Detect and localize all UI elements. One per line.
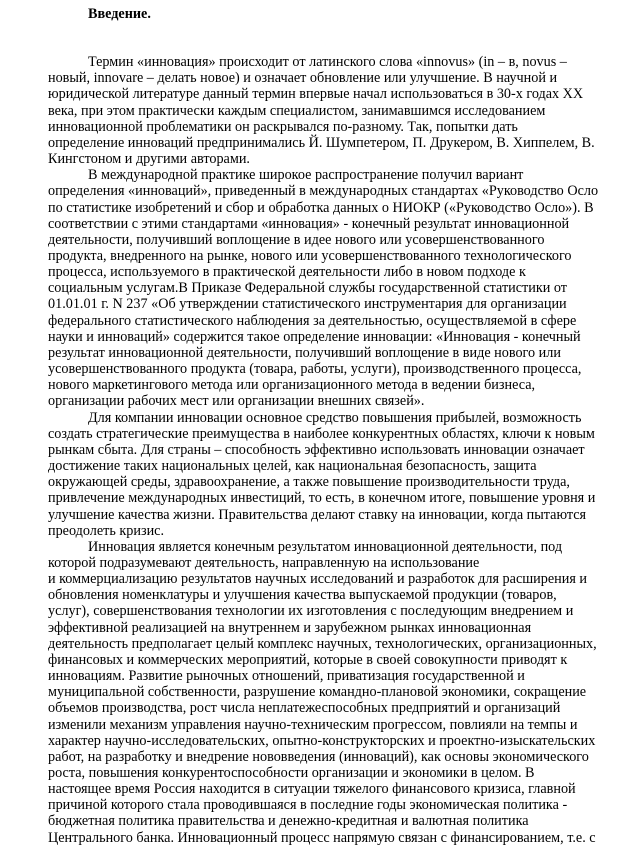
text-line: эффективной реализацией на внутреннем и зарубежном рынках инновационная xyxy=(48,619,532,636)
text-line: объемов производства, рост числа неплатежеспособных предприятий и организаций xyxy=(48,700,561,717)
page-title: Введение. xyxy=(88,6,151,22)
text-line: характер научно-исследовательских, опытно-конструкторских и проектно-изыскательских xyxy=(48,732,596,749)
text-line: Кингстоном и другими авторами. xyxy=(48,151,250,168)
paragraph-1 xyxy=(48,54,608,167)
text-line: Инновация является конечным результатом инновационной деятельности, под xyxy=(88,538,563,555)
text-line: бюджетная политика правительства и денежно-кредитная и валютная политика xyxy=(48,813,529,830)
text-line: века, при этом практически каждым специалистом, занимавшимся исследованием xyxy=(48,102,546,119)
text-line: деятельность предполагает целый комплекс научных, технологических, организационных, xyxy=(48,635,597,652)
text-line: окружающей среды, здравоохранение, а также повышение производительности труда, xyxy=(48,474,570,491)
text-line: инновационной проблематики он раскрывался по-разному. Так, попытки дать xyxy=(48,118,518,135)
text-line: настоящее время Россия находится в ситуации тяжелого финансового кризиса, главной xyxy=(48,781,576,798)
text-line: процесса, используемого в практической деятельности либо в новом подходе к xyxy=(48,264,526,281)
text-line: изменили механизм управления научно-техническим прогрессом, повлияли на темпы и xyxy=(48,716,578,733)
text-line: Центрального банка. Инновационный процесс напрямую связан с финансированием, т.е. с xyxy=(48,829,596,846)
text-line: Для компании инновации основное средство повышения прибылей, возможность xyxy=(88,409,582,426)
text-line: по статистике изобретений и сбор и обработка данных о НИОКР («Руководство Осло»). В xyxy=(48,199,594,216)
text-line: соответствии с этими стандартами «инновация» - конечный результат инновационной xyxy=(48,215,570,232)
text-line: которой подразумевают деятельность, направленную на использование xyxy=(48,554,480,571)
text-line: деятельности, получивший воплощение в идее нового или усовершенствованного xyxy=(48,231,545,248)
text-line: муниципальной собственности, разрушение командно-плановой экономики, сокращение xyxy=(48,684,587,701)
text-line: новый, innovare – делать новое) и означает обновление или улучшение. В научной и xyxy=(48,70,558,87)
text-line: усовершенствованного продукта (товара, работы, услуги), производственного процесса, xyxy=(48,361,582,378)
text-line: продукта, внедренного на рынке, нового или усовершенствованного технологического xyxy=(48,248,572,265)
paragraph-2 xyxy=(48,167,608,409)
text-line: роста, повышения конкурентоспособности организации и экономики в целом. В xyxy=(48,765,535,782)
text-line: преодолеть кризис. xyxy=(48,522,165,539)
text-line: финансовых и коммерческих мероприятий, которые в своей совокупности приводят к xyxy=(48,651,568,668)
document-body xyxy=(48,38,608,846)
text-line: привлечение международных инвестиций, то есть, в конечном итоге, повышение уровня и xyxy=(48,490,596,507)
text-line: Термин «инновация» происходит от латинского слова «innovus» (in – в, novus – xyxy=(88,54,567,71)
text-line: создать стратегические преимущества в наиболее конкурентных областях, ключи к новым xyxy=(48,425,595,442)
text-line: определение инноваций предпринимались Й. Шумпетером, П. Друкером, В. Хиппелем, В. xyxy=(48,134,595,151)
paragraph-4 xyxy=(48,539,608,846)
text-line: 01.01.01 г. N 237 «Об утверждении статистического инструментария для организации xyxy=(48,296,567,313)
text-line: социальным услугам.В Приказе Федеральной службы государственной статистики от xyxy=(48,280,567,297)
text-line: рынкам сбыта. Для страны – способность эффективно использовать инновации означает xyxy=(48,441,585,458)
text-line: результат инновационной деятельности, получивший воплощение в виде нового или xyxy=(48,344,561,361)
text-line: нового маркетингового метода или организационного метода в ведении бизнеса, xyxy=(48,377,536,394)
spacer xyxy=(48,38,608,54)
text-line: организации рабочих мест или организации внешних связей». xyxy=(48,393,425,410)
text-line: услуг), совершенствования технологии их изготовления с последующим внедрением и xyxy=(48,603,574,620)
text-line: инновациям. Развитие рыночных отношений, приватизация государственной и xyxy=(48,668,525,685)
text-line: и коммерциализацию результатов научных исследований и разработок для расширения и xyxy=(48,571,587,588)
text-line: улучшение качества жизни. Правительства делают ставку на инновации, когда пытаются xyxy=(48,506,587,523)
text-line: федерального статистического наблюдения за деятельностью, осуществляемой в сфере xyxy=(48,312,577,329)
text-line: В международной практике широкое распространение получил вариант xyxy=(88,167,524,184)
text-line: достижение таких национальных целей, как национальная безопасность, защита xyxy=(48,458,537,475)
text-line: работ, на разработку и внедрение нововведения (инноваций), как основы экономического xyxy=(48,748,589,765)
paragraph-3 xyxy=(48,410,608,539)
text-line: причиной которого стала проводившаяся в последние годы экономическая политика - xyxy=(48,797,568,814)
text-line: определения «инноваций», приведенный в международных стандартах «Руководство Осло xyxy=(48,183,599,200)
text-line: юридической литературе данный термин впервые начал использоваться в 30-х годах XX xyxy=(48,86,584,103)
text-line: науки и инноваций» содержится такое определение инновации: «Инновация - конечный xyxy=(48,328,581,345)
text-line: обновления номенклатуры и улучшения качества выпускаемой продукции (товаров, xyxy=(48,587,557,604)
